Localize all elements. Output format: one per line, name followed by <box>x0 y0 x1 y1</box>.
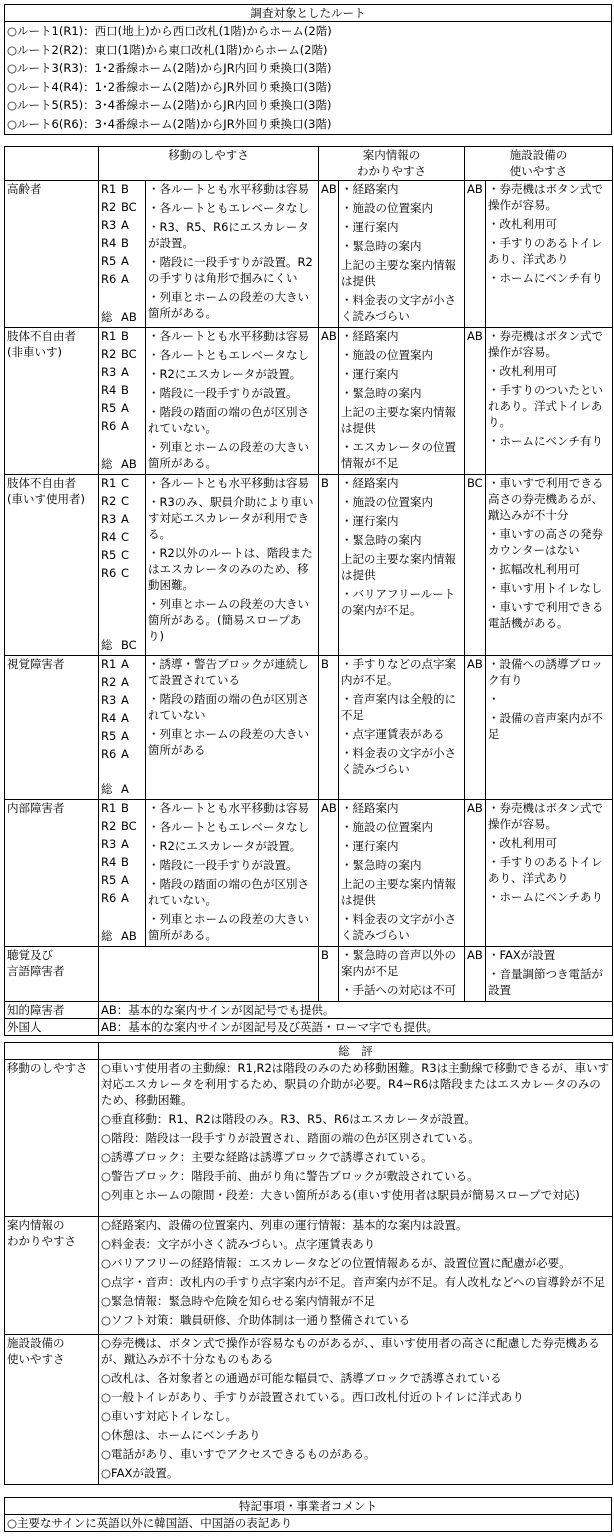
comment: ・列車とホームの段差の大きい箇所がある。(簡易スロープあり) <box>148 597 309 643</box>
summary-text: AB：基本的な案内サインが図記号及び英語・ローマ字でも提供。 <box>99 1019 613 1036</box>
comment: ・列車とホームの段差の大きい箇所がある <box>148 727 309 757</box>
grade-line <box>101 199 143 217</box>
comment: ○券売機は、ボタン式で操作が容易なものがあるが、、車いす使用者の高さに配慮した券売機あるが、蹴込みが不十分なものもある <box>101 1336 600 1366</box>
facility-comments <box>486 328 613 475</box>
route-grade: A <box>121 401 129 415</box>
route-grade: A <box>121 729 129 743</box>
grade-line <box>101 547 143 565</box>
grade-line <box>101 674 143 692</box>
column-header: 施設設備の 使いやすさ <box>465 147 613 181</box>
comment: 上記の主要な案内情報は提供 <box>341 405 456 435</box>
comment: ○ソフト対策：職員研修、介助体制は一通り整備されている <box>101 1313 411 1327</box>
category-label: 移動のしやすさ <box>5 1060 99 1217</box>
user-group-label: 内部障害者 <box>5 800 99 947</box>
facility-comments <box>486 656 613 800</box>
evaluation-row <box>5 800 613 947</box>
comment: 上記の主要な案内情報は提供 <box>341 552 456 582</box>
comment: ・FAXが設置 <box>488 948 556 962</box>
grade-line <box>101 854 143 872</box>
grade-line <box>101 235 143 253</box>
route-grade: A <box>121 837 129 851</box>
facility-comments <box>486 947 613 1002</box>
total-label: 総 <box>101 310 113 324</box>
route-grade: A <box>121 512 129 526</box>
comment: ○階段：階段は一段手すりが設置され、踏面の端の色が区別されている。 <box>101 1131 480 1145</box>
facility-grade: AB <box>465 328 486 475</box>
user-group-label: 肢体不自由者 (車いす使用者) <box>5 475 99 656</box>
total-grade <box>101 309 141 327</box>
info-comments <box>339 947 465 1002</box>
comment: ・各ルートとも水平移動は容易 <box>148 182 309 196</box>
comment: ○電話があり、車いすでアクセスできるものがある。 <box>101 1447 376 1461</box>
route-item: ○ルート3(R3)：1･2番線ホーム(2階)からJR内回り乗換口(3階) <box>7 61 332 76</box>
comment: ○点字・音声：改札内の手すり点字案内が不足。音声案内が不足。有人改札などへの盲導鈴が不足 <box>101 1275 606 1289</box>
user-group-label: 肢体不自由者 (非車いす) <box>5 328 99 475</box>
mobility-comments <box>146 800 319 947</box>
mobility-comments <box>146 328 319 475</box>
mobility-grades <box>99 656 146 800</box>
info-grade: AB <box>319 181 339 328</box>
comment: ・階段に一段手すりが設置。R2の手すりは角形で掴みにくい <box>148 255 313 285</box>
comment: ・階段に一段手すりが設置。 <box>148 386 298 400</box>
comment: ・経路案内 <box>341 329 399 343</box>
info-grade: B <box>319 475 339 656</box>
route-grade: B <box>121 383 129 397</box>
route-code: R3 <box>101 693 117 707</box>
grade-line <box>101 692 143 710</box>
comment: ・ <box>488 692 500 706</box>
mobility-comments <box>146 475 319 656</box>
route-item: ○ルート5(R5)：3･4番線ホーム(2階)からJR内回り乗換口(3階) <box>7 98 332 113</box>
comment: ○警告ブロック：階段手前、曲がり角に警告ブロックが敷設されている。 <box>101 1169 479 1183</box>
total-grade <box>101 456 141 474</box>
route-code: R3 <box>101 512 117 526</box>
comment: ・緊急時の案内 <box>341 386 422 400</box>
facility-comments <box>486 800 613 947</box>
comment: ・運行案内 <box>341 220 399 234</box>
comment: ・運行案内 <box>341 839 399 853</box>
grade-line <box>101 382 143 400</box>
mobility-grades <box>99 800 146 947</box>
comment: ・券売機はボタン式で操作が容易。 <box>488 801 603 831</box>
route-code: R2 <box>101 494 117 508</box>
info-comments <box>339 181 465 328</box>
comment: ・各ルートとも水平移動は容易 <box>148 329 309 343</box>
comment: ・階段の踏面の端の色が区別されていない。 <box>148 877 309 907</box>
overall-header-row <box>5 1043 613 1060</box>
comment: ・車いすで利用できる電話機がある。 <box>488 600 604 630</box>
grade-line <box>101 746 143 764</box>
comment: ・ホームにベンチ有り <box>488 434 603 448</box>
comment: ○経路案内、設備の位置案内、列車の運行情報：基本的な案内は設置。 <box>101 1218 468 1232</box>
route-grade: A <box>121 218 129 232</box>
comment: ○緊急情報：緊急時や危険を知らせる案内情報が不足 <box>101 1294 376 1308</box>
summary-row <box>5 1019 613 1036</box>
routes-list <box>5 22 612 135</box>
user-group-label: 外国人 <box>5 1019 99 1036</box>
grade-line <box>101 271 143 289</box>
route-code: R4 <box>101 530 117 544</box>
overall-comments <box>99 1217 613 1335</box>
grade-line <box>101 475 143 493</box>
comment: ・緊急時の案内 <box>341 239 422 253</box>
notes-title: 特記事項・事業者コメント <box>5 1498 612 1515</box>
facility-grade: AB <box>465 656 486 800</box>
comment: ・階段の踏面の端の色が区別されていない。 <box>148 405 309 435</box>
comment: ・料金表の文字が小さく読みづらい <box>341 912 456 942</box>
mobility-grades <box>99 328 146 475</box>
mobility-grades <box>99 181 146 328</box>
comment: ・各ルートともエレベータなし <box>148 348 309 362</box>
info-comments <box>339 475 465 656</box>
route-item: ○ルート6(R6)：3･4番線ホーム(2階)からJR外回り乗換口(3階) <box>7 116 332 131</box>
comment: ・料金表の文字が小さく読みづらい <box>341 746 456 776</box>
route-code: R2 <box>101 347 117 361</box>
facility-comments <box>486 475 613 656</box>
route-code: R3 <box>101 837 117 851</box>
comment: ○垂直移動：R1、R2は階段のみ。R3、R5、R6はエスカレータが設置。 <box>101 1112 476 1126</box>
comment: ・料金表の文字が小さく読みづらい <box>341 293 456 323</box>
grade-line <box>101 565 143 583</box>
facility-grade: AB <box>465 947 486 1002</box>
total-value: A <box>121 782 129 796</box>
routes-table <box>4 4 612 135</box>
overall-comments <box>99 1335 613 1485</box>
comment: ・R3のみ、駅員介助により車いす対応エスカレータが利用できる。 <box>148 495 314 541</box>
route-code: R1 <box>101 182 117 196</box>
comment: ・ホームにベンチ有り <box>488 271 603 285</box>
route-grade: A <box>121 254 129 268</box>
comment: ・各ルートともエレベータなし <box>148 820 309 834</box>
route-grade: A <box>121 365 129 379</box>
comment: ○誘導ブロック：主要な経路は誘導ブロックで誘導されている。 <box>101 1150 433 1164</box>
route-code: R5 <box>101 548 117 562</box>
total-label: 総 <box>101 782 113 796</box>
grade-line <box>101 710 143 728</box>
notes-header-row <box>5 1498 612 1515</box>
user-group-label: 知的障害者 <box>5 1002 99 1019</box>
routes-body-row <box>5 22 612 135</box>
comment: ○休憩は、ホームにベンチあり <box>101 1428 261 1442</box>
facility-grade: AB <box>465 800 486 947</box>
route-code: R4 <box>101 855 117 869</box>
comment: ・R2にエスカレータが設置。 <box>148 367 302 381</box>
overall-row <box>5 1060 613 1217</box>
grade-line <box>101 418 143 436</box>
comment: ・車いす用トイレなし <box>488 581 603 595</box>
route-grade: A <box>121 747 129 761</box>
notes-row <box>5 1515 612 1532</box>
route-grade: B <box>121 236 129 250</box>
evaluation-row <box>5 328 613 475</box>
total-value: BC <box>121 638 137 652</box>
route-code: R6 <box>101 891 117 905</box>
route-code: R5 <box>101 873 117 887</box>
route-code: R2 <box>101 675 117 689</box>
comment: ・車いすで利用できる高さの券売機あるが、蹴込みが不十分 <box>488 476 604 522</box>
info-comments <box>339 800 465 947</box>
route-grade: A <box>121 272 129 286</box>
comment: ・設備の音声案内が不足 <box>488 711 603 741</box>
grade-line <box>101 818 143 836</box>
route-grade: BC <box>121 819 137 833</box>
overall-row <box>5 1335 613 1485</box>
comment: ○FAXが設置。 <box>101 1466 179 1480</box>
comment: ○車いす対応トイレなし。 <box>101 1409 237 1423</box>
total-grade <box>101 781 141 799</box>
evaluation-row <box>5 475 613 656</box>
comment: ・誘導・警告ブロックが連続して設置されている <box>148 657 309 687</box>
comment: ・改札利用可 <box>488 836 557 850</box>
comment: ○改札は、各対象者との通過が可能な幅員で、誘導ブロックで誘導されている <box>101 1371 502 1385</box>
comment: ○一般トイレがあり、手すりが設置されている。西口改札付近のトイレに洋式あり <box>101 1390 524 1404</box>
evaluation-row <box>5 947 613 1002</box>
comment: ・列車とホームの段差の大きい箇所がある。 <box>148 440 309 470</box>
total-label: 総 <box>101 929 113 943</box>
total-label: 総 <box>101 457 113 471</box>
grade-line <box>101 328 143 346</box>
info-comments <box>339 328 465 475</box>
comment: ・施設の位置案内 <box>341 348 433 362</box>
route-grade: C <box>121 548 130 562</box>
column-header: 移動のしやすさ <box>99 147 319 181</box>
comment: ・階段に一段手すりが設置。 <box>148 858 298 872</box>
route-code: R2 <box>101 200 117 214</box>
info-grade: B <box>319 947 339 1002</box>
route-code: R1 <box>101 476 117 490</box>
comment: ・R3、R5、R6にエスカレータが設置。 <box>148 220 309 250</box>
route-item: ○ルート1(R1)：西口(地上)から西口改札(1階)からホーム(2階) <box>7 24 332 38</box>
route-item: ○ルート4(R4)：1･2番線ホーム(2階)からJR外回り乗換口(3階) <box>7 79 332 94</box>
route-grade: A <box>121 693 129 707</box>
comment: ・手すりのあるトイレあり、洋式あり <box>488 236 603 266</box>
category-label: 案内情報の わかりやすさ <box>5 1217 99 1335</box>
category-label: 施設設備の 使いやすさ <box>5 1335 99 1485</box>
comment: ・運行案内 <box>341 514 399 528</box>
comment: ・列車とホームの段差の大きい箇所がある。 <box>148 912 309 942</box>
route-code: R3 <box>101 365 117 379</box>
facility-grade: BC <box>465 475 486 656</box>
info-comments <box>339 656 465 800</box>
overall-row <box>5 1217 613 1335</box>
facility-grade: AB <box>465 181 486 328</box>
route-code: R4 <box>101 711 117 725</box>
grade-line <box>101 364 143 382</box>
comment: ○バリアフリーの経路情報：エスカレータなどの位置情報あるが、設置位置に配慮が必要。 <box>101 1256 571 1270</box>
comment: ・施設の位置案内 <box>341 495 433 509</box>
corner-cell <box>5 147 99 181</box>
notes-table <box>4 1497 612 1532</box>
route-grade: A <box>121 873 129 887</box>
comment: ・手すりなどの点字案内が不足。 <box>341 657 456 687</box>
comment: ○料金表：文字が小さく読みづらい。点字運賃表あり <box>101 1237 376 1251</box>
column-header: 案内情報の わかりやすさ <box>319 147 465 181</box>
comment: ・音声案内は全般的に不足 <box>341 692 456 722</box>
routes-header-row <box>5 5 612 22</box>
comment: ・施設の位置案内 <box>341 820 433 834</box>
route-code: R3 <box>101 218 117 232</box>
comment: ・施設の位置案内 <box>341 201 433 215</box>
grade-line <box>101 800 143 818</box>
grade-line <box>101 511 143 529</box>
grade-line <box>101 493 143 511</box>
comment: ・運行案内 <box>341 367 399 381</box>
overall-evaluation-table <box>4 1042 613 1485</box>
mobility-comments <box>146 656 319 800</box>
route-grade: B <box>121 329 129 343</box>
route-grade: A <box>121 419 129 433</box>
route-code: R5 <box>101 254 117 268</box>
comment: ・拡幅改札利用可 <box>488 562 580 576</box>
route-code: R5 <box>101 729 117 743</box>
overall-title: 総 評 <box>99 1043 613 1060</box>
comment: ○車いす使用者の主動線：R1,R2は階段のみのため移動困難。R3は主動線で移動できるが、車いす対応エスカレータを利用するため、駅員の介助が必要。R4~R6は階段またはエスカレータのみのため、移動困難。 <box>101 1061 610 1107</box>
route-grade: C <box>121 476 130 490</box>
route-code: R5 <box>101 401 117 415</box>
comment: ○列車とホームの隙間・段差：大きい箇所がある(車いす使用者は駅員が簡易スロープで対応) <box>101 1188 580 1202</box>
comment: ・R2以外のルートは、階段またはエスカレータのみのため、移動困難。 <box>148 546 313 592</box>
comment: ・設備への誘導ブロック有り <box>488 657 603 687</box>
comment: ・R2にエスカレータが設置。 <box>148 839 302 853</box>
route-item: ○ルート2(R2)：東口(1階)から東口改札(1階)からホーム(2階) <box>7 42 328 57</box>
comment: ・音量調節つき電話が設置 <box>488 967 603 997</box>
comment: ・手話への対応は不可 <box>341 983 456 997</box>
comment: ・各ルートとも水平移動は容易 <box>148 801 309 815</box>
route-grade: B <box>121 801 129 815</box>
grade-line <box>101 400 143 418</box>
grade-line <box>101 728 143 746</box>
route-grade: A <box>121 675 129 689</box>
comment: ・改札利用可 <box>488 217 557 231</box>
total-grade <box>101 637 141 655</box>
user-group-label: 視覚障害者 <box>5 656 99 800</box>
comment: ・バリアフリールートの案内が不足。 <box>341 587 456 617</box>
route-code: R4 <box>101 383 117 397</box>
comment: ・車いすの高さの発券カウンターはない <box>488 527 603 557</box>
comment: 上記の主要な案内情報は提供 <box>341 877 456 907</box>
route-code: R1 <box>101 801 117 815</box>
evaluation-row <box>5 656 613 800</box>
route-grade: B <box>121 182 129 196</box>
mobility-comments <box>146 181 319 328</box>
grade-line <box>101 253 143 271</box>
facility-comments <box>486 181 613 328</box>
comment: ・点字運賃表がある <box>341 727 445 741</box>
comment: ・エスカレータの位置情報が不足 <box>341 440 456 470</box>
grade-line <box>101 181 143 199</box>
total-grade <box>101 928 141 946</box>
total-value: AB <box>121 929 137 943</box>
comment: ・券売機はボタン式で操作が容易。 <box>488 182 603 212</box>
evaluation-row <box>5 181 613 328</box>
comment: 上記の主要な案内情報は提供 <box>341 258 456 288</box>
total-value: AB <box>121 457 137 471</box>
comment: ・手すりのあるトイレあり、洋式あり <box>488 855 603 885</box>
grade-line <box>101 836 143 854</box>
comment: ・緊急時の案内 <box>341 858 422 872</box>
routes-title: 調査対象としたルート <box>5 5 612 22</box>
route-grade: C <box>121 566 130 580</box>
route-code: R1 <box>101 329 117 343</box>
grade-line <box>101 872 143 890</box>
comment: ・経路案内 <box>341 182 399 196</box>
comment: ・緊急時の案内 <box>341 533 422 547</box>
mobility-empty <box>99 947 319 1002</box>
mobility-grades <box>99 475 146 656</box>
overall-comments <box>99 1060 613 1217</box>
comment: ・券売機はボタン式で操作が容易。 <box>488 329 603 359</box>
route-code: R6 <box>101 747 117 761</box>
user-group-label: 高齢者 <box>5 181 99 328</box>
info-grade: B <box>319 656 339 800</box>
route-code: R4 <box>101 236 117 250</box>
grade-line <box>101 529 143 547</box>
grade-line <box>101 217 143 235</box>
comment: ・階段の踏面の端の色が区別されていない <box>148 692 309 722</box>
route-code: R6 <box>101 272 117 286</box>
route-grade: BC <box>121 347 137 361</box>
user-group-label: 聴覚及び 言語障害者 <box>5 947 99 1002</box>
comment: ・列車とホームの段差の大きい箇所がある。 <box>148 290 309 320</box>
route-code: R6 <box>101 419 117 433</box>
comment: ・ホームにベンチあり <box>488 890 603 904</box>
route-code: R1 <box>101 657 117 671</box>
comment: ・手すりのついたといれあり。洋式トイレあり。 <box>488 383 603 429</box>
evaluation-table <box>4 146 613 1036</box>
route-grade: BC <box>121 200 137 214</box>
comment: ・経路案内 <box>341 476 399 490</box>
total-label: 総 <box>101 638 113 652</box>
grade-line <box>101 656 143 674</box>
route-code: R2 <box>101 819 117 833</box>
corner-cell <box>5 1043 99 1060</box>
comment: ・緊急時の音声以外の案内が不足 <box>341 948 456 978</box>
route-grade: A <box>121 657 129 671</box>
route-code: R6 <box>101 566 117 580</box>
total-value: AB <box>121 310 137 324</box>
info-grade: AB <box>319 800 339 947</box>
evaluation-header-row <box>5 147 613 181</box>
route-grade: A <box>121 711 129 725</box>
summary-text: AB：基本的な案内サインが図記号でも提供。 <box>99 1002 613 1019</box>
comment: ・各ルートともエレベータなし <box>148 201 309 215</box>
route-grade: C <box>121 494 130 508</box>
grade-line <box>101 346 143 364</box>
note: ○主要なサインに英語以外に韓国語、中国語の表記あり <box>5 1515 612 1532</box>
comment: ・各ルートとも水平移動は容易 <box>148 476 309 490</box>
comment: ・改札利用可 <box>488 364 557 378</box>
route-grade: A <box>121 891 129 905</box>
route-grade: C <box>121 530 130 544</box>
route-grade: B <box>121 855 129 869</box>
grade-line <box>101 890 143 908</box>
info-grade: AB <box>319 328 339 475</box>
summary-row <box>5 1002 613 1019</box>
comment: ・経路案内 <box>341 801 399 815</box>
